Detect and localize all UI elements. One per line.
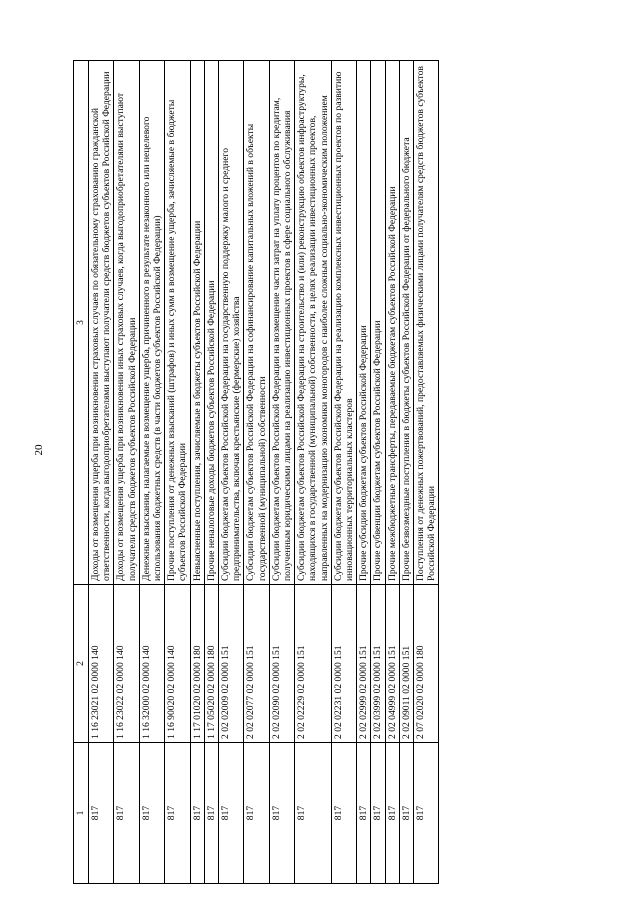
budget-code-cell: 2 02 03999 02 0000 151 [371, 585, 385, 743]
budget-code-cell: 2 02 02009 02 0000 151 [219, 585, 244, 743]
budget-code-cell: 1 16 23021 02 0000 140 [89, 585, 114, 743]
table-row [331, 61, 356, 884]
description-cell: Доходы от возмещения ущерба при возникновении иных страховых случаев, когда выгодоприобретателями выступают получатели средств бюджетов субъектов Российской Федерации [114, 61, 139, 585]
admin-code-cell: 817 [385, 743, 399, 884]
description-cell: Субсидии бюджетам субъектов Российской Федерации на софинансирование капитальных вложений в объекты государственной (муниципальной) собственности [244, 61, 269, 585]
admin-code-cell: 817 [165, 743, 190, 884]
budget-code-cell: 1 16 23022 02 0000 140 [114, 585, 139, 743]
budget-code-cell: 2 02 02077 02 0000 151 [244, 585, 269, 743]
admin-code-cell: 817 [190, 743, 204, 884]
description-cell: Субсидии бюджетам субъектов Российской Федерации на строительство и (или) реконструкцию объектов инфраструктуры, находящихся в государственной (муниципальной) собственности, в целях реализации инвестиционных проектов, направленных на модернизацию экономики моногородов с наиболее сложным социально-экономическим положением [295, 61, 332, 585]
admin-code-cell: 817 [399, 743, 413, 884]
description-cell: Субсидии бюджетам субъектов Российской Федерации на возмещение части затрат на уплату процентов по кредитам, полученным юридическими лицами на реализацию инвестиционных проектов в сфере социального обслуживания [269, 61, 294, 585]
budget-code-cell: 2 02 04999 02 0000 151 [385, 585, 399, 743]
admin-code-cell: 817 [204, 743, 218, 884]
table-row [139, 61, 164, 884]
admin-code-cell: 817 [139, 743, 164, 884]
budget-code-cell: 1 16 90020 02 0000 140 [165, 585, 190, 743]
budget-code-cell: 2 02 09011 02 0000 151 [399, 585, 413, 743]
header-col-1: 1 [74, 743, 89, 884]
admin-code-cell: 817 [414, 743, 439, 884]
admin-code-cell: 817 [295, 743, 332, 884]
budget-code-cell: 1 17 05020 02 0000 180 [204, 585, 218, 743]
description-cell: Прочие субвенции бюджетам субъектов Российской Федерации [371, 61, 385, 585]
budget-code-cell: 2 02 02090 02 0000 151 [269, 585, 294, 743]
header-col-2: 2 [74, 585, 89, 743]
budget-code-cell: 1 16 32000 02 0000 140 [139, 585, 164, 743]
budget-code-cell: 2 02 02229 02 0000 151 [295, 585, 332, 743]
revenue-code-table [73, 60, 439, 884]
admin-code-cell: 817 [371, 743, 385, 884]
budget-code-cell: 2 02 02231 02 0000 151 [331, 585, 356, 743]
table-row [190, 61, 204, 884]
description-cell: Прочие межбюджетные трансферты, передаваемые бюджетам субъектов Российской Федерации [385, 61, 399, 585]
revenue-code-table-wrapper [73, 61, 587, 884]
description-cell: Невыясненные поступления, зачисляемые в бюджеты субъектов Российской Федерации [190, 61, 204, 585]
table-row [165, 61, 190, 884]
table-row [371, 61, 385, 884]
table-row [385, 61, 399, 884]
table-row [414, 61, 439, 884]
table-row [219, 61, 244, 884]
table-header-row [74, 61, 89, 884]
table-row [269, 61, 294, 884]
admin-code-cell: 817 [357, 743, 371, 884]
table-row [357, 61, 371, 884]
description-cell: Прочие безвозмездные поступления в бюджеты субъектов Российской Федерации от федерального бюджета [399, 61, 413, 585]
budget-code-cell: 2 07 02020 02 0000 180 [414, 585, 439, 743]
table-row [204, 61, 218, 884]
description-cell: Поступления от денежных пожертвований, предоставляемых физическими лицами получателям средств бюджетов субъектов Российской Федерации [414, 61, 439, 585]
table-row [295, 61, 332, 884]
description-cell: Субсидии бюджетам субъектов Российской Федерации на реализацию комплексных инвестиционных проектов по развитию инновационных территориальных кластеров [331, 61, 356, 585]
description-cell: Прочие поступления от денежных взысканий (штрафов) и иных сумм в возмещение ущерба, зачисляемые в бюджеты субъектов Российской Федерации [165, 61, 190, 585]
admin-code-cell: 817 [219, 743, 244, 884]
description-cell: Доходы от возмещения ущерба при возникновении страховых случаев по обязательному страхованию гражданской ответственности, когда выгодоприобретателями выступают получатели средств бюджетов субъектов Российской Федерации [89, 61, 114, 585]
page-number: 20 [33, 444, 45, 456]
description-cell: Прочие субсидии бюджетам субъектов Российской Федерации [357, 61, 371, 585]
budget-code-cell: 2 02 02999 02 0000 151 [357, 585, 371, 743]
admin-code-cell: 817 [244, 743, 269, 884]
admin-code-cell: 817 [331, 743, 356, 884]
description-cell: Прочие неналоговые доходы бюджетов субъектов Российской Федерации [204, 61, 218, 585]
budget-code-cell: 1 17 01020 02 0000 180 [190, 585, 204, 743]
description-cell: Субсидии бюджетам субъектов Российской Федерации на государственную поддержку малого и среднего предпринимательства, включая крестьянские (фермерские) хозяйства [219, 61, 244, 585]
table-row [399, 61, 413, 884]
admin-code-cell: 817 [114, 743, 139, 884]
admin-code-cell: 817 [89, 743, 114, 884]
header-col-3: 3 [74, 61, 89, 585]
table-row [114, 61, 139, 884]
table-row [244, 61, 269, 884]
table-row [89, 61, 114, 884]
description-cell: Денежные взыскания, налагаемые в возмещение ущерба, причиненного в результате незаконного или нецелевого использования бюджетных средств (в части бюджетов субъектов Российской Федерации) [139, 61, 164, 585]
admin-code-cell: 817 [269, 743, 294, 884]
